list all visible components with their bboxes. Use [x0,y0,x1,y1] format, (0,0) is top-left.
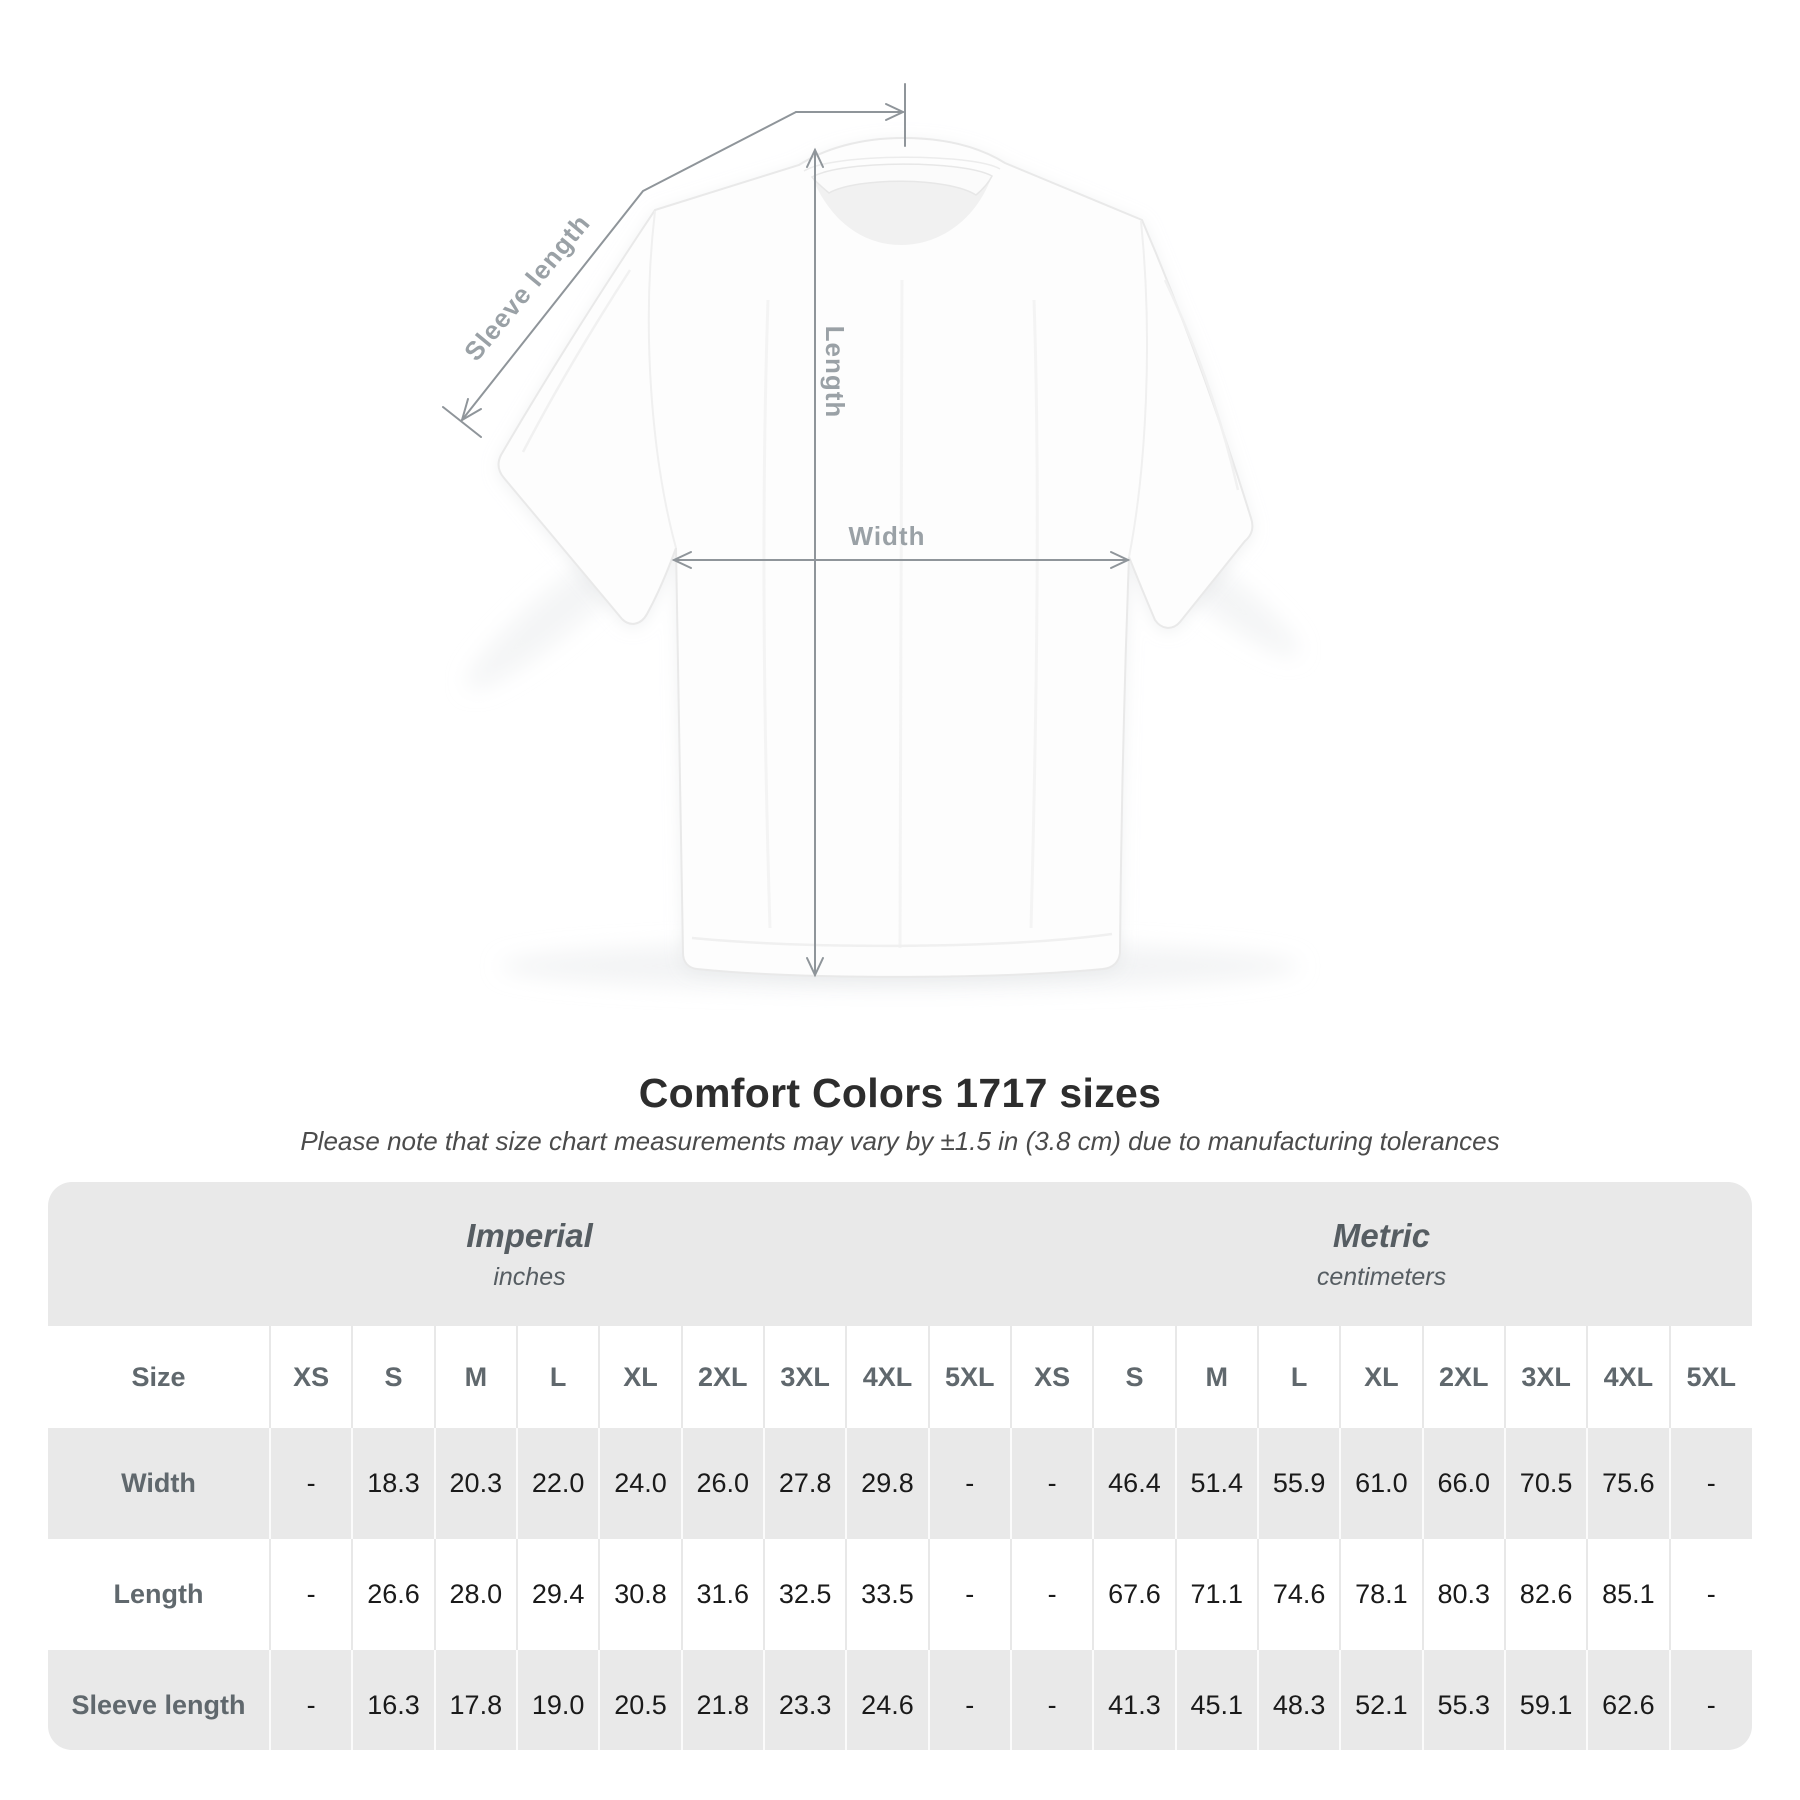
measurement-cell: 17.8 [435,1650,517,1750]
size-table-body [48,1182,1752,1750]
size-column-header: M [435,1326,517,1428]
measurement-cell: 66.0 [1423,1428,1505,1539]
measurement-cell: 29.8 [846,1428,928,1539]
measurement-cell: 48.3 [1258,1650,1340,1750]
measurement-cell: 20.3 [435,1428,517,1539]
measurement-cell: - [929,1539,1011,1650]
size-column-header: 5XL [929,1326,1011,1428]
measurement-cell: 19.0 [517,1650,599,1750]
measurement-cell: - [1011,1428,1093,1539]
measurement-cell: 74.6 [1258,1539,1340,1650]
tolerance-note: Please note that size chart measurements may vary by ±1.5 in (3.8 cm) due to manufacturing tolerances [300,1126,1500,1156]
measurement-row [48,1539,1752,1650]
measurement-cell: 75.6 [1587,1428,1669,1539]
measurement-cell: 80.3 [1423,1539,1505,1650]
measurement-cell: 82.6 [1505,1539,1587,1650]
measurement-cell: - [270,1539,352,1650]
measurement-cell: - [929,1650,1011,1750]
size-column-header: S [1093,1326,1175,1428]
measurement-cell: 59.1 [1505,1650,1587,1750]
measurement-cell: 28.0 [435,1539,517,1650]
size-column-header: XS [1011,1326,1093,1428]
measurement-cell: - [1670,1539,1752,1650]
measurement-cell: 32.5 [764,1539,846,1650]
measurement-cell: - [1011,1650,1093,1750]
measurement-cell: - [270,1650,352,1750]
size-column-header: 3XL [764,1326,846,1428]
measurement-cell: - [1670,1650,1752,1750]
measurement-cell: 62.6 [1587,1650,1669,1750]
size-column-header: 2XL [682,1326,764,1428]
measurement-cell: 55.9 [1258,1428,1340,1539]
measurement-cell: 16.3 [352,1650,434,1750]
row-label: Width [121,1468,196,1498]
size-chart-table [48,1182,1752,1750]
measurement-cell: 18.3 [352,1428,434,1539]
measurement-cell: - [1011,1539,1093,1650]
size-chart-table-container [48,1182,1752,1750]
measurement-cell: 41.3 [1093,1650,1175,1750]
measurement-cell: 61.0 [1340,1428,1422,1539]
row-label: Sleeve length [71,1690,246,1720]
metric-group-label: Metric [1332,1216,1431,1254]
measurement-cell: - [929,1428,1011,1539]
measurement-cell: 67.6 [1093,1539,1175,1650]
size-column-header: XS [270,1326,352,1428]
measurement-cell: 26.6 [352,1539,434,1650]
measurement-cell: 70.5 [1505,1428,1587,1539]
measurement-cell: 21.8 [682,1650,764,1750]
unit-group-metric [1011,1182,1752,1326]
page-title: Comfort Colors 1717 sizes [638,1070,1162,1116]
measurement-cell: 24.6 [846,1650,928,1750]
measurement-cell: 55.3 [1423,1650,1505,1750]
size-header-row [48,1326,1752,1428]
measurement-cell: - [1670,1428,1752,1539]
imperial-group-unit: inches [493,1262,566,1291]
measurement-cell: 20.5 [599,1650,681,1750]
tshirt-silhouette [499,138,1253,977]
measurement-row [48,1428,1752,1539]
size-column-header: 5XL [1670,1326,1752,1428]
unit-group-imperial [48,1182,1011,1326]
sleeve-length-label: Sleeve length [458,208,597,367]
size-column-header: XL [599,1326,681,1428]
size-column-header: 4XL [846,1326,928,1428]
measurement-cell: 23.3 [764,1650,846,1750]
size-column-header: 4XL [1587,1326,1669,1428]
size-column-header: S [352,1326,434,1428]
measurement-cell: 30.8 [599,1539,681,1650]
size-column-header: XL [1340,1326,1422,1428]
row-label: Length [113,1579,204,1609]
measurement-cell: 27.8 [764,1428,846,1539]
size-column-header: 3XL [1505,1326,1587,1428]
measurement-cell: 52.1 [1340,1650,1422,1750]
width-label: Width [848,521,926,551]
measurement-cell: 24.0 [599,1428,681,1539]
size-column-header: M [1176,1326,1258,1428]
unit-group-row [48,1182,1752,1326]
metric-group-unit: centimeters [1316,1262,1447,1291]
measurement-cell: 78.1 [1340,1539,1422,1650]
size-header-cell: Size [131,1361,186,1392]
measurement-cell: 85.1 [1587,1539,1669,1650]
length-label: Length [820,325,850,419]
measurement-cell: 33.5 [846,1539,928,1650]
measurement-cell: 51.4 [1176,1428,1258,1539]
measurement-cell: 26.0 [682,1428,764,1539]
measurement-cell: 45.1 [1176,1650,1258,1750]
measurement-cell: 29.4 [517,1539,599,1650]
measurement-row [48,1650,1752,1750]
measurement-cell: - [270,1428,352,1539]
size-column-header: L [1258,1326,1340,1428]
measurement-cell: 22.0 [517,1428,599,1539]
measurement-cell: 71.1 [1176,1539,1258,1650]
imperial-group-label: Imperial [466,1216,593,1254]
measurement-cell: 31.6 [682,1539,764,1650]
size-column-header: L [517,1326,599,1428]
tshirt-illustration [499,138,1253,977]
size-column-header: 2XL [1423,1326,1505,1428]
measurement-cell: 46.4 [1093,1428,1175,1539]
